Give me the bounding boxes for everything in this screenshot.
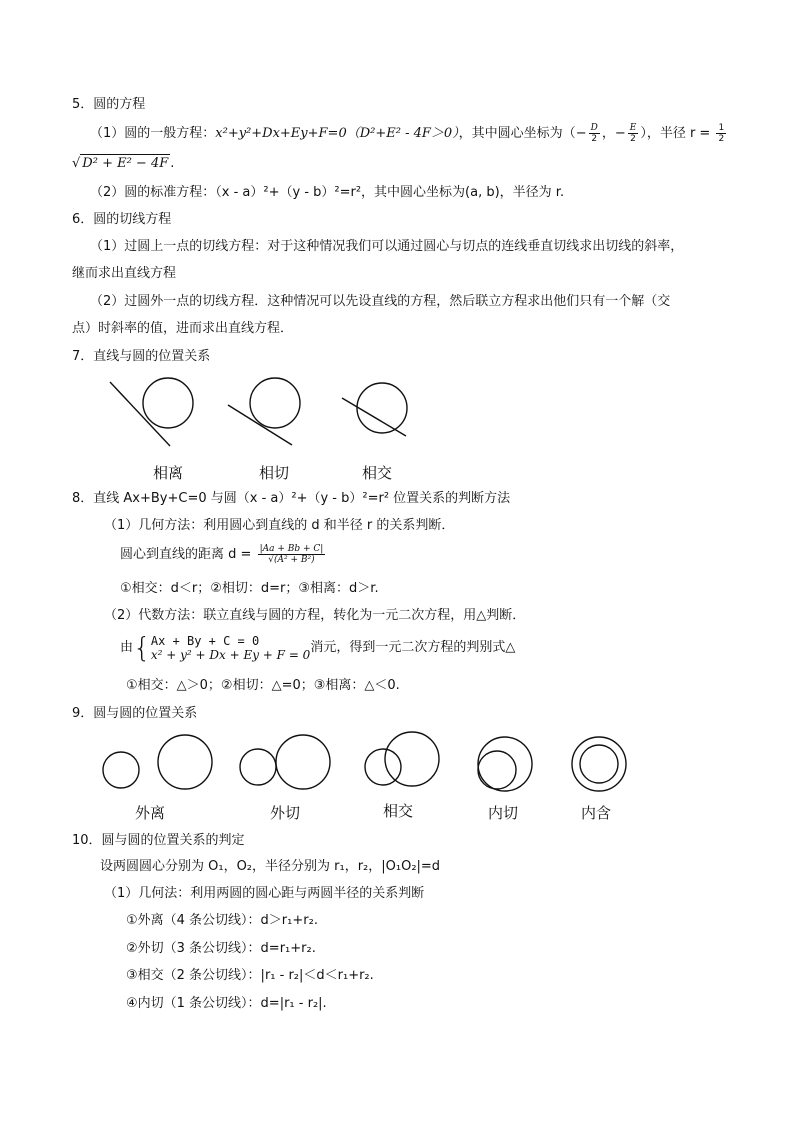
distance-label: 圆心到直线的距离 d = [120, 547, 252, 562]
distance-fraction: $\frac{|Aa + Bb + C|}{\text{√(A² + B²)}}$ [259, 544, 324, 565]
section-7-heading: 7．直线与圆的位置关系 [72, 349, 211, 364]
line-tangent [228, 405, 292, 445]
section-8-heading: 8．直线 Ax+By+C=0 与圆（x - a）²+（y - b）²=r² 位置关系的判断方法 [72, 491, 511, 506]
section-6-line-2b: 点）时斜率的值，进而求出直线方程． [72, 321, 294, 336]
radius-radicand: D² + E² − 4F [82, 156, 169, 171]
section-5-line-2: （2）圆的标准方程：（x - a）²+（y - b）²=r²，其中圆心坐标为(a, b)，半径为 r. [90, 185, 565, 200]
section-8-system [120, 631, 516, 664]
case-external-tangent: ②外切（3 条公切线）：d=r₁+r₂. [126, 941, 316, 956]
general-eq: x²+y²+Dx+Ey+F=0（D²+E² - 4F＞0） [215, 126, 459, 141]
minus-sign: − [614, 126, 626, 141]
section-6-line-1: （1）过圆上一点的切线方程：对于这种情况我们可以通过圆心与切点的连线垂直切线求出切线的斜率， [90, 239, 684, 254]
section-10-heading: 10．圆与圆的位置关系的判定 [72, 833, 245, 848]
sqrt-sign: √ [72, 156, 81, 171]
section-8-geometric: （1）几何方法：利用圆心到直线的 d 和半径 r 的关系判断． [104, 518, 455, 533]
label-tangent: 相切 [259, 464, 290, 482]
label-external-separate: 外离 [135, 804, 166, 822]
line-separate [110, 382, 170, 446]
label-intersect: 相交 [362, 464, 393, 482]
circle-tangent [250, 378, 300, 428]
label-internal-tangent: 内切 [488, 804, 519, 822]
section-8-algebraic: （2）代数方法：联立直线与圆的方程，转化为一元二次方程，用△判断． [104, 608, 526, 623]
section-8-geo-cases: ①相交：d＜r；②相切：d=r；③相离：d＞r. [120, 581, 379, 596]
equation-system: Ax + By + C = 0 x² + y² + Dx + Ey + F = 0 [150, 634, 311, 662]
section-5-heading: 5．圆的方程 [72, 97, 146, 112]
system-suffix: 消元，得到一元二次方程的判别式△ [310, 640, 516, 655]
section-6-line-1b: 继而求出直线方程 [72, 266, 177, 281]
section-8-alg-cases: ①相交：△＞0；②相切：△=0；③相离：△＜0. [126, 678, 400, 693]
brace-icon: { [133, 631, 151, 664]
center-label: ，其中圆心坐标为（ [458, 126, 576, 141]
label-intersecting: 相交 [383, 802, 414, 820]
section-9-heading: 9．圆与圆的位置关系 [72, 706, 198, 721]
outer-tangent-large [276, 735, 330, 789]
case-intersecting: ③相交（2 条公切线）：|r₁ - r₂|＜d＜r₁+r₂. [126, 968, 374, 983]
case-internal-tangent: ④内切（1 条公切线）：d=|r₁ - r₂|. [126, 996, 327, 1011]
section-10-setup: 设两圆圆心分别为 O₁，O₂，半径分别为 r₁，r₂，|O₁O₂|=d [100, 859, 441, 874]
circle-circle-diagram [95, 730, 655, 800]
circle-intersect [357, 383, 407, 433]
line-circle-diagram [100, 370, 560, 460]
label-contained: 内含 [581, 804, 612, 822]
section-10-method: （1）几何法：利用两圆的圆心距与两圆半径的关系判断 [104, 886, 425, 901]
section-5-radius-sqrt [72, 154, 174, 173]
contained-small [580, 745, 618, 783]
label-external-tangent: 外切 [270, 804, 301, 822]
minus-sign: − [575, 126, 587, 141]
center-x-fraction: $\frac{D}{2}$ [590, 123, 598, 144]
outer-separate-large [158, 735, 212, 789]
intersect-large [385, 732, 439, 786]
center-y-fraction: $\frac{E}{2}$ [629, 123, 637, 144]
radius-label: ），半径 r = [640, 126, 711, 141]
case-external-separate: ①外离（4 条公切线）：d＞r₁+r₂. [126, 913, 318, 928]
section-6-heading: 6．圆的切线方程 [72, 212, 172, 227]
general-eq-label: （1）圆的一般方程： [90, 126, 216, 141]
outer-separate-small [103, 752, 139, 788]
outer-tangent-small [240, 749, 276, 785]
circle-separate [143, 378, 193, 428]
section-8-distance [120, 544, 327, 565]
center-sep: ， [601, 126, 615, 141]
section-6-line-2: （2）过圆外一点的切线方程．这种情况可以先设直线的方程，然后联立方程求出他们只有一个解（交 [90, 294, 671, 309]
inner-tangent-small [478, 751, 516, 789]
section-5-line-1 [90, 123, 728, 144]
line-intersect [342, 398, 406, 436]
label-separate: 相离 [153, 464, 184, 482]
period: . [170, 156, 175, 171]
inner-tangent-large [478, 737, 532, 791]
radius-fraction: $\frac{1}{2}$ [718, 123, 725, 144]
system-prefix: 由 [120, 640, 134, 655]
